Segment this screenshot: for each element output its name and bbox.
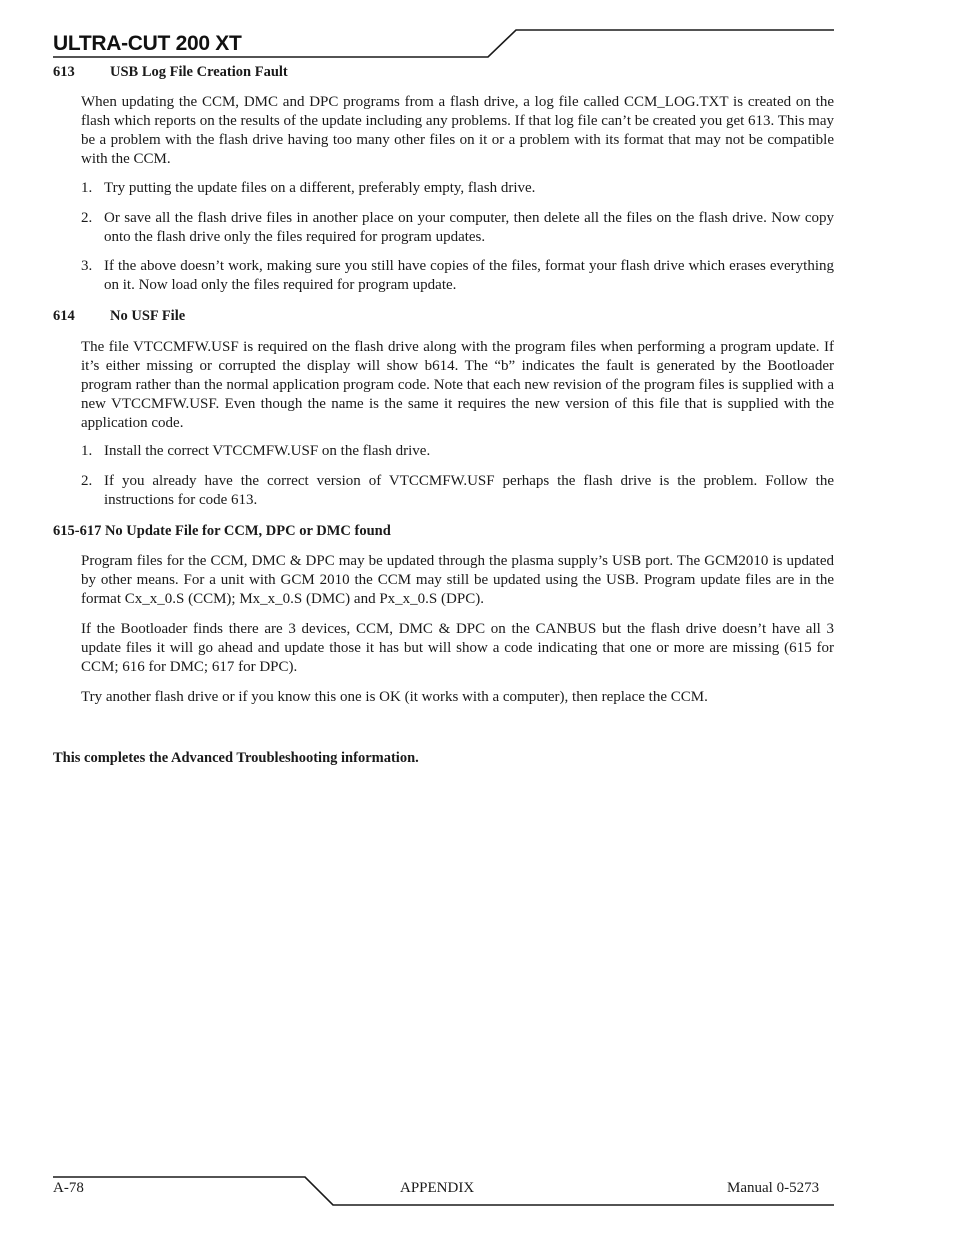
- page-number: A-78: [53, 1180, 84, 1196]
- list-item: 3. If the above doesn’t work, making sure you still have copies of the files, format your flash drive which erases everything on it. Now load only the files required for program update.: [81, 258, 834, 294]
- list-item: 2. If you already have the correct version of VTCCMFW.USF perhaps the flash drive is the problem. Follow the instructions for code 613.: [81, 473, 834, 509]
- manual-number: Manual 0-5273: [727, 1180, 820, 1196]
- section-number: 614: [53, 308, 75, 324]
- section-title: USB Log File Creation Fault: [110, 64, 288, 80]
- section-614-paragraph: The file VTCCMFW.USF is required on the flash drive along with the program files when performing a program update. If it’s either missing or corrupted the display will show b614. The “b” indicates the fault is generated by the Bootloader program rather than the normal application program code. Note that each new revision of the program files is supplied with a new VTCCMFW.USF. Even though the name is the same it requires the new version of this file that is supplied with the application code.: [81, 339, 834, 432]
- section-615-617-paragraph: Try another flash drive or if you know this one is OK (it works with a computer), then replace the CCM.: [81, 689, 708, 705]
- header-title: ULTRA-CUT 200 XT: [53, 32, 242, 55]
- section-613-paragraph: When updating the CCM, DMC and DPC programs from a flash drive, a log file called CCM_LOG.TXT is created on the flash which reports on the results of the update including any problems. If that log file can’t be created you get 613. This may be a problem with the flash drive having too many other files on it or a problem with its format that may not be compatible with the CCM.: [81, 94, 834, 168]
- section-615-617-heading: 615-617 No Update File for CCM, DPC or DMC found: [53, 523, 391, 539]
- section-615-617-paragraph: If the Bootloader finds there are 3 devices, CCM, DMC & DPC on the CANBUS but the flash drive doesn’t have all 3 update files it will go ahead and update those it has but will show a code indicating that one or more are missing (615 for CCM; 616 for DMC; 617 for DPC).: [81, 621, 834, 676]
- section-615-617-paragraph: Program files for the CCM, DMC & DPC may be updated through the plasma supply’s USB port. The GCM2010 is updated by other means. For a unit with GCM 2010 the CCM may still be updated using the USB. Program update files are in the format Cx_x_0.S (CCM); Mx_x_0.S (DMC) and Px_x_0.S (DPC).: [81, 553, 834, 608]
- section-title: No USF File: [110, 308, 186, 324]
- section-613-heading: [53, 63, 288, 81]
- list-item: 1. Install the correct VTCCMFW.USF on the flash drive.: [81, 443, 431, 459]
- list-item: 2. Or save all the flash drive files in another place on your computer, then delete all the files on the flash drive. Now copy onto the flash drive only the files required for program updates.: [81, 210, 834, 246]
- section-number: 613: [53, 64, 75, 80]
- list-item: 1. Try putting the update files on a different, preferably empty, flash drive.: [81, 180, 536, 196]
- footer-section: APPENDIX: [400, 1180, 475, 1196]
- section-614-heading: [53, 307, 185, 325]
- closing-statement: This completes the Advanced Troubleshooting information.: [53, 750, 419, 766]
